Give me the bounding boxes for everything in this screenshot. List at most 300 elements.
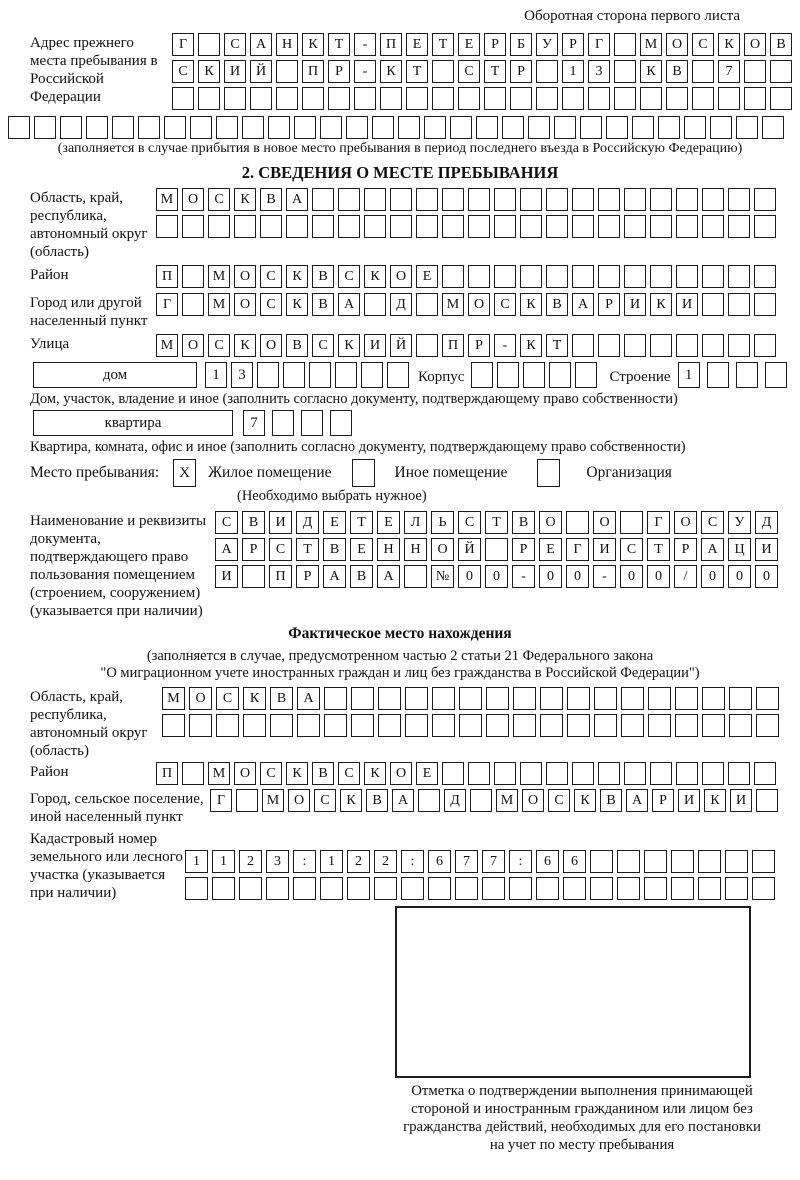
- char-box[interactable]: Т: [485, 511, 508, 534]
- char-box[interactable]: [572, 265, 594, 288]
- char-box[interactable]: О: [182, 188, 204, 211]
- char-box[interactable]: [648, 687, 671, 710]
- char-box[interactable]: [590, 877, 613, 900]
- char-box[interactable]: В: [350, 565, 373, 588]
- char-box[interactable]: [594, 687, 617, 710]
- char-box[interactable]: 2: [239, 850, 262, 873]
- char-box[interactable]: Р: [242, 538, 265, 561]
- char-box[interactable]: И: [730, 789, 752, 812]
- char-box[interactable]: [702, 762, 724, 785]
- char-box[interactable]: А: [377, 565, 400, 588]
- char-box[interactable]: [236, 789, 258, 812]
- char-box[interactable]: Т: [296, 538, 319, 561]
- char-box[interactable]: [606, 116, 628, 139]
- char-box[interactable]: [266, 877, 289, 900]
- char-box[interactable]: [324, 687, 347, 710]
- char-box[interactable]: [276, 87, 298, 110]
- char-box[interactable]: [486, 687, 509, 710]
- char-box[interactable]: К: [520, 293, 542, 316]
- char-box[interactable]: [598, 762, 620, 785]
- char-box[interactable]: В: [366, 789, 388, 812]
- char-box[interactable]: В: [286, 334, 308, 357]
- char-box[interactable]: О: [522, 789, 544, 812]
- char-box[interactable]: [509, 877, 532, 900]
- char-box[interactable]: К: [380, 60, 402, 83]
- char-box[interactable]: [617, 877, 640, 900]
- char-box[interactable]: [330, 410, 352, 436]
- char-box[interactable]: [484, 87, 506, 110]
- char-box[interactable]: [572, 188, 594, 211]
- char-box[interactable]: [621, 687, 644, 710]
- char-box[interactable]: Ь: [431, 511, 454, 534]
- char-box[interactable]: [494, 188, 516, 211]
- char-box[interactable]: [416, 334, 438, 357]
- char-box[interactable]: К: [574, 789, 596, 812]
- char-box[interactable]: В: [242, 511, 265, 534]
- char-box[interactable]: [380, 87, 402, 110]
- char-box[interactable]: [294, 116, 316, 139]
- char-box[interactable]: 1: [320, 850, 343, 873]
- char-box[interactable]: В: [260, 188, 282, 211]
- char-box[interactable]: [536, 60, 558, 83]
- char-box[interactable]: [8, 116, 30, 139]
- char-box[interactable]: [702, 188, 724, 211]
- char-box[interactable]: Г: [210, 789, 232, 812]
- char-box[interactable]: К: [286, 265, 308, 288]
- char-box[interactable]: О: [468, 293, 490, 316]
- char-box[interactable]: [468, 265, 490, 288]
- char-box[interactable]: [614, 87, 636, 110]
- char-box[interactable]: [754, 762, 776, 785]
- char-box[interactable]: О: [189, 687, 212, 710]
- char-box[interactable]: П: [156, 762, 178, 785]
- char-box[interactable]: 0: [620, 565, 643, 588]
- char-box[interactable]: [459, 714, 482, 737]
- char-box[interactable]: 7: [455, 850, 478, 873]
- char-box[interactable]: [486, 714, 509, 737]
- char-box[interactable]: [528, 116, 550, 139]
- char-box[interactable]: [338, 188, 360, 211]
- char-box[interactable]: [485, 538, 508, 561]
- char-box[interactable]: Р: [652, 789, 674, 812]
- char-box[interactable]: [671, 850, 694, 873]
- char-box[interactable]: [624, 215, 646, 238]
- char-box[interactable]: [567, 714, 590, 737]
- char-box[interactable]: А: [323, 565, 346, 588]
- char-box[interactable]: [260, 215, 282, 238]
- char-box[interactable]: [598, 215, 620, 238]
- char-box[interactable]: В: [512, 511, 535, 534]
- char-box[interactable]: Т: [328, 33, 350, 56]
- char-box[interactable]: :: [509, 850, 532, 873]
- char-box[interactable]: [335, 362, 357, 388]
- char-box[interactable]: [621, 714, 644, 737]
- char-box[interactable]: К: [234, 188, 256, 211]
- char-box[interactable]: [744, 87, 766, 110]
- char-box[interactable]: И: [224, 60, 246, 83]
- char-box[interactable]: [770, 87, 792, 110]
- char-box[interactable]: [754, 188, 776, 211]
- char-box[interactable]: [378, 687, 401, 710]
- char-box[interactable]: О: [260, 334, 282, 357]
- char-box[interactable]: 0: [701, 565, 724, 588]
- char-box[interactable]: [216, 116, 238, 139]
- char-box[interactable]: [698, 877, 721, 900]
- char-box[interactable]: С: [260, 762, 282, 785]
- char-box[interactable]: [650, 334, 672, 357]
- char-box[interactable]: [351, 714, 374, 737]
- char-box[interactable]: [182, 762, 204, 785]
- char-box[interactable]: №: [431, 565, 454, 588]
- char-box[interactable]: [540, 714, 563, 737]
- char-box[interactable]: 0: [647, 565, 670, 588]
- char-box[interactable]: [428, 877, 451, 900]
- char-box[interactable]: Н: [404, 538, 427, 561]
- char-box[interactable]: [590, 850, 613, 873]
- char-box[interactable]: О: [234, 293, 256, 316]
- char-box[interactable]: Р: [484, 33, 506, 56]
- char-box[interactable]: Е: [323, 511, 346, 534]
- char-box[interactable]: [513, 714, 536, 737]
- char-box[interactable]: О: [431, 538, 454, 561]
- char-box[interactable]: Й: [458, 538, 481, 561]
- char-box[interactable]: [520, 265, 542, 288]
- char-box[interactable]: [540, 687, 563, 710]
- char-box[interactable]: С: [458, 511, 481, 534]
- char-box[interactable]: [182, 293, 204, 316]
- char-box[interactable]: /: [674, 565, 697, 588]
- char-box[interactable]: В: [546, 293, 568, 316]
- char-box[interactable]: [442, 762, 464, 785]
- char-box[interactable]: [172, 87, 194, 110]
- char-box[interactable]: 6: [536, 850, 559, 873]
- char-box[interactable]: [756, 687, 779, 710]
- char-box[interactable]: М: [208, 293, 230, 316]
- char-box[interactable]: [762, 116, 784, 139]
- char-box[interactable]: С: [208, 334, 230, 357]
- char-box[interactable]: К: [243, 687, 266, 710]
- char-box[interactable]: [513, 687, 536, 710]
- char-box[interactable]: [320, 116, 342, 139]
- char-box[interactable]: [250, 87, 272, 110]
- char-box[interactable]: И: [678, 789, 700, 812]
- char-box[interactable]: [598, 265, 620, 288]
- char-box[interactable]: [404, 565, 427, 588]
- char-box[interactable]: [401, 877, 424, 900]
- char-box[interactable]: [702, 334, 724, 357]
- char-box[interactable]: [416, 215, 438, 238]
- char-box[interactable]: [224, 87, 246, 110]
- char-box[interactable]: [676, 265, 698, 288]
- char-box[interactable]: [347, 877, 370, 900]
- char-box[interactable]: [390, 215, 412, 238]
- char-box[interactable]: А: [215, 538, 238, 561]
- char-box[interactable]: [658, 116, 680, 139]
- char-box[interactable]: Г: [647, 511, 670, 534]
- char-box[interactable]: С: [458, 60, 480, 83]
- char-box[interactable]: А: [701, 538, 724, 561]
- char-box[interactable]: 2: [347, 850, 370, 873]
- char-box[interactable]: -: [593, 565, 616, 588]
- char-box[interactable]: Е: [377, 511, 400, 534]
- char-box[interactable]: С: [314, 789, 336, 812]
- char-box[interactable]: [283, 362, 305, 388]
- char-box[interactable]: [468, 215, 490, 238]
- char-box[interactable]: [520, 762, 542, 785]
- char-box[interactable]: Т: [647, 538, 670, 561]
- char-box[interactable]: [312, 215, 334, 238]
- char-box[interactable]: С: [338, 265, 360, 288]
- char-box[interactable]: [594, 714, 617, 737]
- char-box[interactable]: 0: [539, 565, 562, 588]
- char-box[interactable]: В: [323, 538, 346, 561]
- char-box[interactable]: А: [572, 293, 594, 316]
- char-box[interactable]: [156, 215, 178, 238]
- char-box[interactable]: С: [208, 188, 230, 211]
- char-box[interactable]: [354, 87, 376, 110]
- char-box[interactable]: 1: [205, 362, 227, 388]
- char-box[interactable]: [293, 877, 316, 900]
- char-box[interactable]: [562, 87, 584, 110]
- char-box[interactable]: [710, 116, 732, 139]
- char-box[interactable]: [692, 87, 714, 110]
- char-box[interactable]: [361, 362, 383, 388]
- char-box[interactable]: А: [338, 293, 360, 316]
- char-box[interactable]: [234, 215, 256, 238]
- char-box[interactable]: [563, 877, 586, 900]
- char-box[interactable]: 0: [728, 565, 751, 588]
- char-box[interactable]: М: [442, 293, 464, 316]
- char-box[interactable]: -: [354, 60, 376, 83]
- char-box[interactable]: Н: [276, 33, 298, 56]
- char-box[interactable]: [676, 215, 698, 238]
- char-box[interactable]: К: [364, 762, 386, 785]
- char-box[interactable]: А: [250, 33, 272, 56]
- char-box[interactable]: [468, 188, 490, 211]
- char-box[interactable]: Д: [755, 511, 778, 534]
- char-box[interactable]: [272, 410, 294, 436]
- char-box[interactable]: [364, 293, 386, 316]
- char-box[interactable]: К: [650, 293, 672, 316]
- char-box[interactable]: 3: [588, 60, 610, 83]
- char-box[interactable]: Й: [390, 334, 412, 357]
- char-box[interactable]: 7: [243, 410, 265, 436]
- char-box[interactable]: [497, 362, 519, 388]
- char-box[interactable]: [580, 116, 602, 139]
- char-box[interactable]: [198, 33, 220, 56]
- char-box[interactable]: [523, 362, 545, 388]
- char-box[interactable]: 3: [266, 850, 289, 873]
- char-box[interactable]: [494, 762, 516, 785]
- char-box[interactable]: [34, 116, 56, 139]
- char-box[interactable]: [620, 511, 643, 534]
- char-box[interactable]: [702, 714, 725, 737]
- char-box[interactable]: [546, 265, 568, 288]
- char-box[interactable]: [297, 714, 320, 737]
- char-box[interactable]: [728, 215, 750, 238]
- char-box[interactable]: [86, 116, 108, 139]
- char-box[interactable]: [644, 850, 667, 873]
- char-box[interactable]: [648, 714, 671, 737]
- char-box[interactable]: О: [390, 265, 412, 288]
- char-box[interactable]: [575, 362, 597, 388]
- char-box[interactable]: [182, 215, 204, 238]
- char-box[interactable]: В: [312, 293, 334, 316]
- char-box[interactable]: [351, 687, 374, 710]
- char-box[interactable]: [546, 762, 568, 785]
- char-box[interactable]: [364, 215, 386, 238]
- char-box[interactable]: О: [288, 789, 310, 812]
- char-box[interactable]: [617, 850, 640, 873]
- char-box[interactable]: 3: [231, 362, 253, 388]
- char-box[interactable]: [239, 877, 262, 900]
- char-box[interactable]: О: [182, 334, 204, 357]
- char-box[interactable]: [728, 334, 750, 357]
- char-box[interactable]: Г: [588, 33, 610, 56]
- char-box[interactable]: [60, 116, 82, 139]
- char-box[interactable]: [390, 188, 412, 211]
- char-box[interactable]: У: [728, 511, 751, 534]
- char-box[interactable]: 0: [485, 565, 508, 588]
- char-box[interactable]: С: [692, 33, 714, 56]
- char-box[interactable]: 0: [755, 565, 778, 588]
- char-box[interactable]: :: [401, 850, 424, 873]
- char-box[interactable]: С: [172, 60, 194, 83]
- char-box[interactable]: Е: [406, 33, 428, 56]
- char-box[interactable]: -: [512, 565, 535, 588]
- char-box[interactable]: [432, 60, 454, 83]
- char-box[interactable]: И: [593, 538, 616, 561]
- char-box[interactable]: 7: [482, 850, 505, 873]
- char-box[interactable]: С: [338, 762, 360, 785]
- char-box[interactable]: М: [156, 334, 178, 357]
- char-box[interactable]: [405, 687, 428, 710]
- char-box[interactable]: Р: [468, 334, 490, 357]
- checkbox-organization[interactable]: [537, 459, 560, 487]
- char-box[interactable]: 6: [428, 850, 451, 873]
- char-box[interactable]: М: [156, 188, 178, 211]
- char-box[interactable]: Ц: [728, 538, 751, 561]
- char-box[interactable]: К: [364, 265, 386, 288]
- char-box[interactable]: [212, 877, 235, 900]
- char-box[interactable]: [650, 215, 672, 238]
- char-box[interactable]: [707, 362, 729, 388]
- char-box[interactable]: [756, 714, 779, 737]
- char-box[interactable]: [675, 714, 698, 737]
- char-box[interactable]: [698, 850, 721, 873]
- char-box[interactable]: [432, 687, 455, 710]
- char-box[interactable]: 1: [678, 362, 700, 388]
- char-box[interactable]: [502, 116, 524, 139]
- char-box[interactable]: [676, 762, 698, 785]
- char-box[interactable]: В: [666, 60, 688, 83]
- checkbox-other-premises[interactable]: [352, 459, 375, 487]
- char-box[interactable]: К: [520, 334, 542, 357]
- char-box[interactable]: [432, 714, 455, 737]
- char-box[interactable]: [346, 116, 368, 139]
- char-box[interactable]: Д: [390, 293, 412, 316]
- char-box[interactable]: [520, 188, 542, 211]
- char-box[interactable]: О: [666, 33, 688, 56]
- char-box[interactable]: [567, 687, 590, 710]
- char-box[interactable]: Р: [598, 293, 620, 316]
- char-box[interactable]: [754, 334, 776, 357]
- char-box[interactable]: С: [269, 538, 292, 561]
- char-box[interactable]: :: [293, 850, 316, 873]
- char-box[interactable]: [510, 87, 532, 110]
- char-box[interactable]: 1: [185, 850, 208, 873]
- char-box[interactable]: О: [593, 511, 616, 534]
- char-box[interactable]: [387, 362, 409, 388]
- char-box[interactable]: Н: [377, 538, 400, 561]
- char-box[interactable]: А: [297, 687, 320, 710]
- char-box[interactable]: [624, 334, 646, 357]
- char-box[interactable]: [754, 215, 776, 238]
- char-box[interactable]: В: [312, 265, 334, 288]
- char-box[interactable]: [624, 265, 646, 288]
- char-box[interactable]: [650, 265, 672, 288]
- char-box[interactable]: [718, 87, 740, 110]
- char-box[interactable]: Г: [566, 538, 589, 561]
- char-box[interactable]: С: [312, 334, 334, 357]
- char-box[interactable]: С: [620, 538, 643, 561]
- char-box[interactable]: [459, 687, 482, 710]
- checkbox-residential[interactable]: X: [173, 459, 196, 487]
- char-box[interactable]: [405, 714, 428, 737]
- char-box[interactable]: В: [770, 33, 792, 56]
- char-box[interactable]: А: [626, 789, 648, 812]
- char-box[interactable]: [442, 215, 464, 238]
- char-box[interactable]: С: [260, 265, 282, 288]
- char-box[interactable]: [182, 265, 204, 288]
- char-box[interactable]: [546, 188, 568, 211]
- char-box[interactable]: [666, 87, 688, 110]
- char-box[interactable]: П: [156, 265, 178, 288]
- char-box[interactable]: И: [755, 538, 778, 561]
- char-box[interactable]: [702, 215, 724, 238]
- char-box[interactable]: [702, 293, 724, 316]
- char-box[interactable]: [270, 714, 293, 737]
- char-box[interactable]: М: [640, 33, 662, 56]
- char-box[interactable]: [482, 877, 505, 900]
- char-box[interactable]: [338, 215, 360, 238]
- char-box[interactable]: Т: [406, 60, 428, 83]
- char-box[interactable]: [164, 116, 186, 139]
- char-box[interactable]: [162, 714, 185, 737]
- char-box[interactable]: [728, 293, 750, 316]
- char-box[interactable]: [268, 116, 290, 139]
- char-box[interactable]: -: [354, 33, 376, 56]
- char-box[interactable]: [276, 60, 298, 83]
- char-box[interactable]: М: [208, 265, 230, 288]
- char-box[interactable]: С: [215, 511, 238, 534]
- char-box[interactable]: [418, 789, 440, 812]
- char-box[interactable]: [614, 60, 636, 83]
- char-box[interactable]: [198, 87, 220, 110]
- char-box[interactable]: Д: [444, 789, 466, 812]
- char-box[interactable]: К: [640, 60, 662, 83]
- char-box[interactable]: [312, 188, 334, 211]
- char-box[interactable]: [536, 877, 559, 900]
- char-box[interactable]: [442, 188, 464, 211]
- char-box[interactable]: [644, 877, 667, 900]
- char-box[interactable]: Л: [404, 511, 427, 534]
- char-box[interactable]: [458, 87, 480, 110]
- char-box[interactable]: 1: [212, 850, 235, 873]
- char-box[interactable]: О: [234, 265, 256, 288]
- char-box[interactable]: Р: [562, 33, 584, 56]
- char-box[interactable]: [189, 714, 212, 737]
